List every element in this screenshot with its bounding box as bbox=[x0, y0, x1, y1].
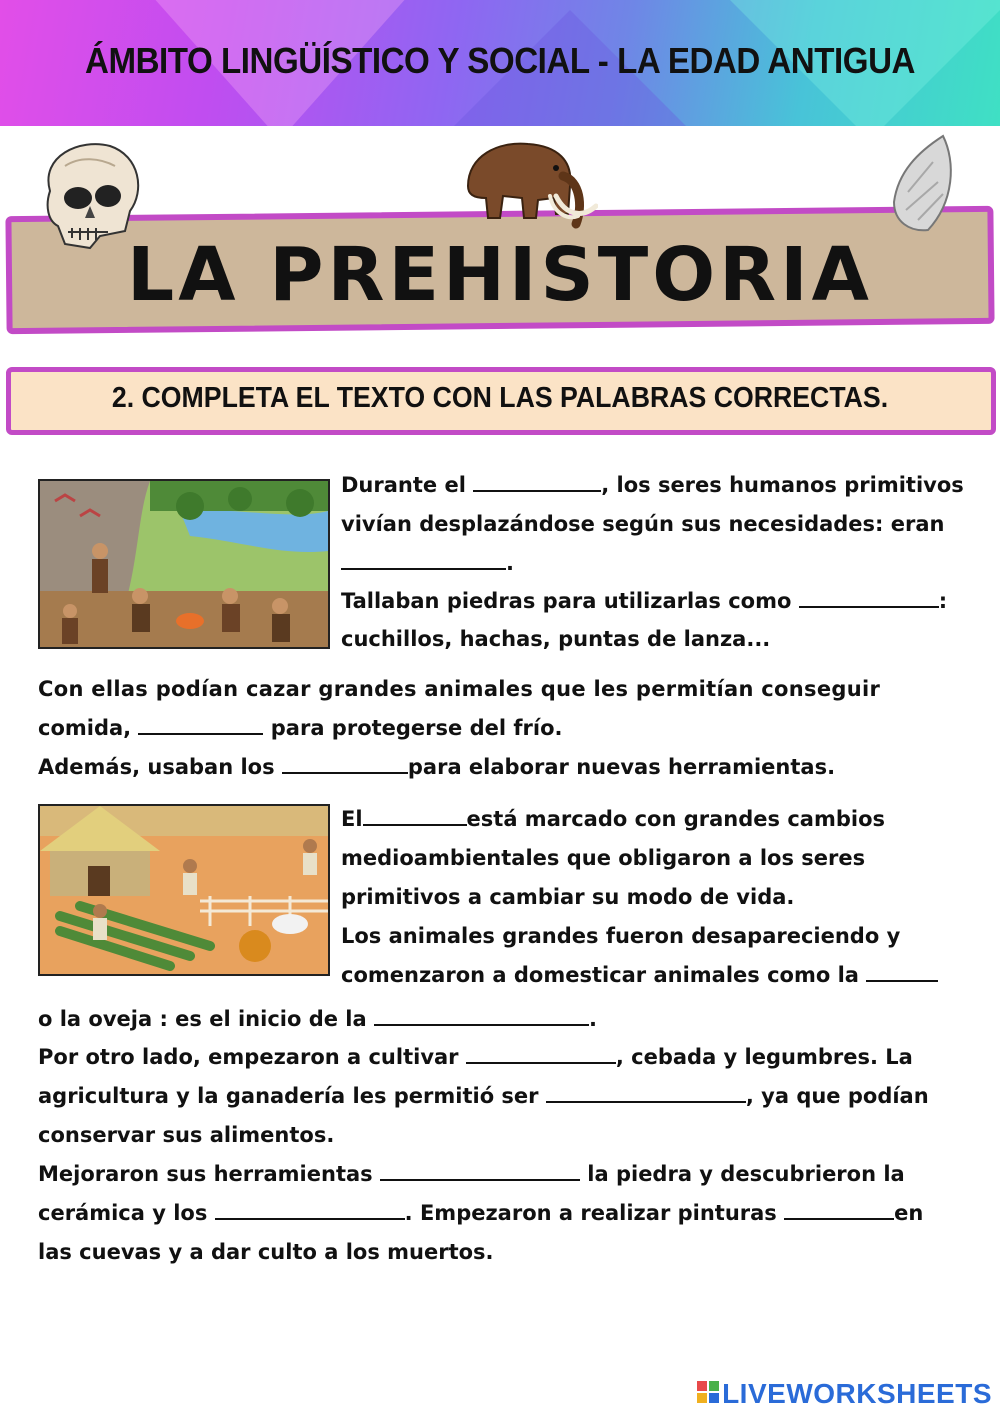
answer-blank-11[interactable] bbox=[380, 1157, 580, 1181]
text-line: cuchillos, hachas, puntas de lanza... bbox=[341, 627, 771, 651]
text-segment: comida, bbox=[38, 716, 139, 740]
text-segment: está marcado con grandes cambios bbox=[466, 807, 885, 831]
answer-blank-4[interactable] bbox=[138, 711, 263, 735]
answer-blank-6[interactable] bbox=[363, 802, 467, 826]
text-line bbox=[38, 1000, 597, 1039]
answer-blank-12[interactable] bbox=[215, 1196, 405, 1220]
text-line: vivían desplazándose según sus necesidades: eran bbox=[341, 512, 945, 536]
brand-name[interactable]: LIVEWORKSHEETS bbox=[722, 1378, 992, 1409]
answer-blank-7[interactable] bbox=[866, 958, 938, 982]
text-segment: Tallaban piedras para utilizarlas como bbox=[341, 589, 799, 613]
answer-blank-8[interactable] bbox=[374, 1002, 589, 1026]
text-segment: . bbox=[588, 1007, 597, 1031]
text-line bbox=[38, 1077, 929, 1116]
text-line: primitivos a cambiar su modo de vida. bbox=[341, 885, 795, 909]
text-segment: El bbox=[341, 807, 363, 831]
text-line bbox=[38, 709, 562, 748]
answer-blank-5[interactable] bbox=[282, 750, 408, 774]
text-line bbox=[341, 466, 964, 505]
text-line: medioambientales que obligaron a los seres bbox=[341, 846, 866, 870]
text-segment: para elaborar nuevas herramientas. bbox=[407, 755, 836, 779]
text-segment: Durante el bbox=[341, 473, 474, 497]
text-segment: la piedra y descubrieron la bbox=[579, 1162, 905, 1186]
text-segment: , cebada y legumbres. La bbox=[615, 1045, 913, 1069]
neolithic-illustration bbox=[38, 804, 330, 976]
text-segment: Por otro lado, empezaron a cultivar bbox=[38, 1045, 466, 1069]
text-segment: Mejoraron sus herramientas bbox=[38, 1162, 380, 1186]
flint-arrowhead-icon bbox=[888, 132, 958, 236]
liveworksheets-logo-icon bbox=[697, 1381, 719, 1403]
text-segment: cerámica y los bbox=[38, 1201, 215, 1225]
text-segment: , los seres humanos primitivos bbox=[601, 473, 964, 497]
answer-blank-2[interactable] bbox=[341, 546, 506, 570]
text-line bbox=[38, 1194, 923, 1233]
text-segment: en bbox=[894, 1201, 924, 1225]
text-segment: . Empezaron a realizar pinturas bbox=[404, 1201, 785, 1225]
page-title: LA PREHISTORIA bbox=[127, 232, 873, 318]
text-segment: comenzaron a domesticar animales como la bbox=[341, 963, 867, 987]
text-segment: , ya que podían bbox=[745, 1084, 929, 1108]
text-line: conservar sus alimentos. bbox=[38, 1123, 335, 1147]
text-line: las cuevas y a dar culto a los muertos. bbox=[38, 1240, 494, 1264]
text-line bbox=[38, 1038, 913, 1077]
text-segment: . bbox=[506, 551, 514, 575]
text-line bbox=[341, 800, 885, 839]
exercise-instruction: 2. COMPLETA EL TEXTO CON LAS PALABRAS CORRECTAS. bbox=[111, 382, 889, 414]
text-line: Con ellas podían cazar grandes animales que les permitían conseguir bbox=[38, 677, 881, 701]
text-line: Los animales grandes fueron desapareciendo y bbox=[341, 924, 901, 948]
skull-icon bbox=[30, 136, 145, 256]
header-title: ÁMBITO LINGÜÍSTICO Y SOCIAL - LA EDAD ANTIGUA bbox=[84, 40, 916, 81]
answer-blank-13[interactable] bbox=[784, 1196, 894, 1220]
answer-blank-3[interactable] bbox=[799, 584, 939, 608]
answer-blank-10[interactable] bbox=[546, 1079, 746, 1103]
text-segment: Además, usaban los bbox=[38, 755, 282, 779]
text-segment: o la oveja : es el inicio de la bbox=[38, 1007, 374, 1031]
text-segment: : bbox=[938, 589, 948, 613]
answer-blank-9[interactable] bbox=[466, 1040, 616, 1064]
paleolithic-illustration bbox=[38, 479, 330, 649]
text-line bbox=[38, 748, 835, 787]
text-line bbox=[341, 956, 938, 995]
text-segment: para protegerse del frío. bbox=[263, 716, 563, 740]
text-line bbox=[341, 582, 947, 621]
answer-blank-1[interactable] bbox=[473, 468, 601, 492]
text-line bbox=[341, 544, 514, 583]
text-line bbox=[38, 1155, 905, 1194]
mammoth-icon bbox=[458, 136, 598, 236]
text-segment: agricultura y la ganadería les permitió ser bbox=[38, 1084, 546, 1108]
